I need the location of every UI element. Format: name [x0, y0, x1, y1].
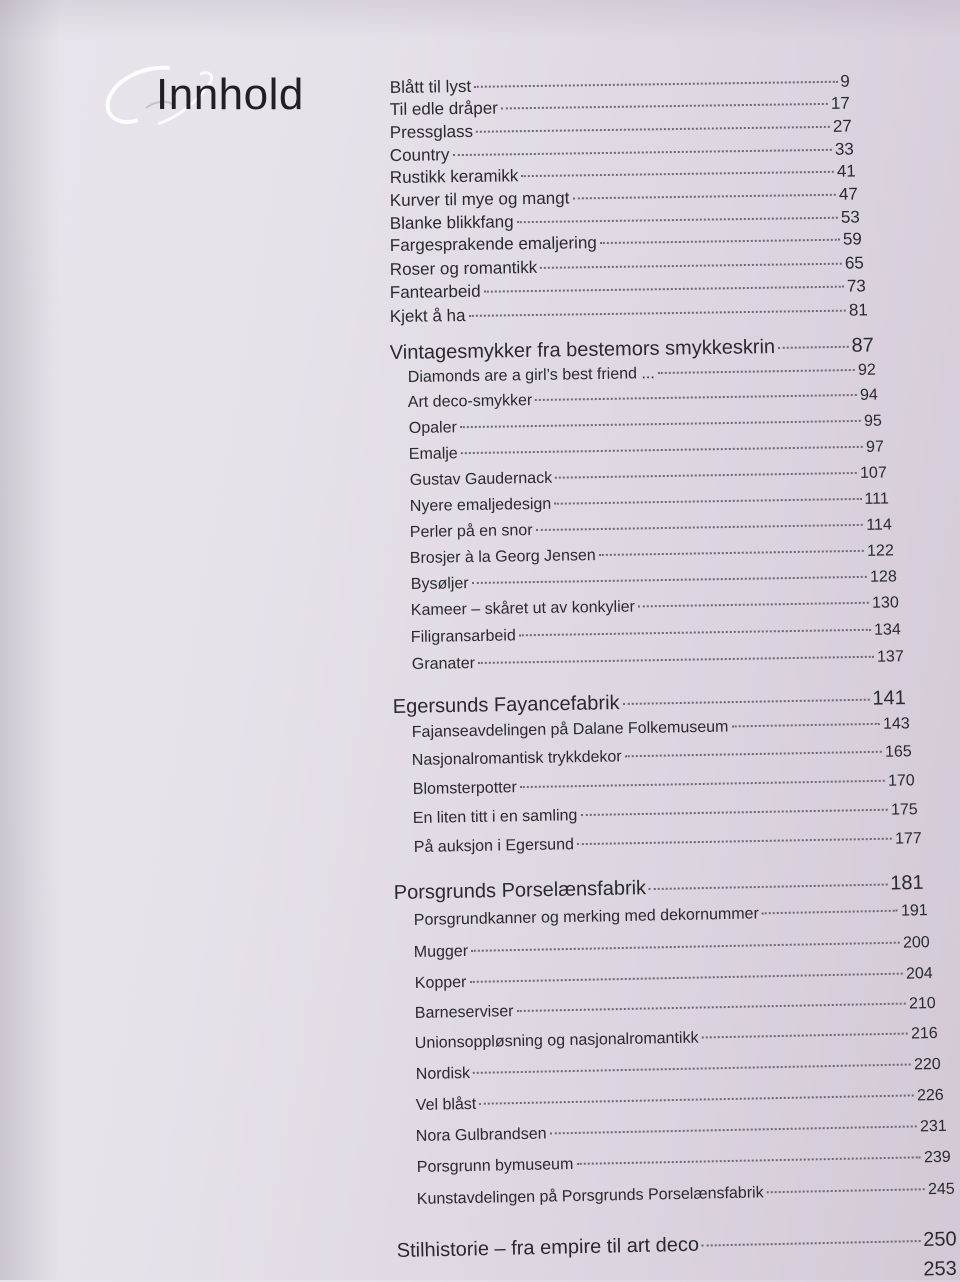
toc-entry-title: Kurver til mye og mangt — [389, 188, 570, 211]
toc-entry — [413, 801, 918, 828]
toc-leader-dots — [469, 972, 903, 983]
toc-entry-title: Unionsoppløsning og nasjonalromantikk — [414, 1029, 699, 1053]
toc-entry-page: 191 — [900, 902, 928, 920]
toc-entry-page: 95 — [863, 412, 882, 430]
toc-entry — [408, 387, 878, 412]
toc-leader-dots — [461, 445, 863, 454]
toc-entry-title: På auksjon i Egersund — [413, 836, 575, 857]
toc-section-entry — [397, 1228, 957, 1263]
toc-leader-dots — [520, 779, 885, 788]
toc-entry-title: Blått til lyst — [389, 76, 472, 98]
toc-entry — [415, 995, 936, 1023]
toc-entry-page: 181 — [890, 871, 924, 895]
toc-leader-dots — [471, 941, 900, 952]
toc-entry — [409, 439, 884, 464]
toc-entry-page: 87 — [851, 334, 874, 357]
toc-entry-page: 170 — [887, 772, 915, 790]
toc-entry-page: 92 — [857, 361, 876, 379]
toc-leader-dots — [767, 1187, 925, 1193]
toc-entry-title: Emalje — [408, 445, 458, 464]
toc-leader-dots — [540, 262, 842, 269]
toc-entry — [416, 1118, 947, 1146]
toc-entry-page: 114 — [866, 516, 892, 534]
toc-section-entry — [390, 334, 874, 365]
toc-entry-page: 94 — [859, 386, 878, 404]
toc-entry — [409, 413, 882, 438]
toc-entry-page: 177 — [894, 830, 922, 848]
toc-entry-page: 165 — [884, 743, 912, 761]
toc-entry-title: Kopper — [414, 974, 467, 993]
toc-entry-title: Country — [389, 145, 450, 166]
toc-entry-title: Porsgrunds Porselænsfabrik — [393, 877, 647, 905]
toc-entry-page: 200 — [902, 934, 930, 952]
toc-entry — [412, 715, 910, 742]
toc-entry-page: 81 — [848, 300, 868, 320]
toc-entry — [410, 465, 887, 490]
toc-entry — [415, 1025, 938, 1053]
toc-entry-title: Vel blåst — [415, 1095, 477, 1115]
toc-entry — [410, 490, 889, 516]
toc-leader-dots — [576, 1155, 921, 1165]
toc-leader-dots — [517, 216, 838, 223]
toc-leader-dots — [535, 393, 857, 401]
toc-entry-title: Filigransarbeid — [410, 627, 516, 647]
toc-entry — [414, 902, 928, 930]
toc-entry-title: Opaler — [408, 419, 458, 438]
toc-entry — [410, 542, 894, 568]
toc-section-entry — [393, 687, 906, 719]
toc-leader-dots — [658, 368, 855, 374]
toc-entry — [411, 594, 899, 620]
toc-entry — [417, 1149, 951, 1177]
toc-entry-page: 53 — [840, 207, 860, 227]
toc-leader-dots — [572, 193, 836, 200]
toc-entry — [390, 229, 862, 256]
toc-leader-dots — [625, 750, 882, 757]
toc-leader-dots — [452, 148, 832, 156]
toc-entry-page: 111 — [864, 490, 889, 508]
toc-entry-page: 210 — [908, 995, 936, 1013]
toc-entry-page: 175 — [890, 801, 918, 819]
toc-entry-page: 226 — [916, 1086, 944, 1105]
toc-entry-title: Nordisk — [415, 1064, 471, 1084]
toc-entry-page: 204 — [905, 965, 933, 983]
toc-entry-title: Granater — [411, 655, 476, 674]
toc-entry-title: Fantearbeid — [389, 281, 481, 303]
toc-leader-dots — [473, 1062, 911, 1073]
toc-entry-title: Roser og romantikk — [389, 257, 538, 280]
toc-leader-dots — [731, 722, 880, 728]
toc-entry — [415, 965, 933, 993]
toc-leader-dots — [516, 1002, 906, 1012]
toc-leader-dots — [623, 698, 870, 705]
toc-entry-page: 41 — [836, 161, 856, 181]
toc-leader-dots — [478, 655, 874, 664]
toc-leader-dots — [479, 1093, 914, 1104]
toc-entry-page: 216 — [910, 1024, 938, 1043]
toc-entry-title: Vintagesmykker fra bestemors smykkeskrin — [389, 335, 776, 365]
toc-entry — [390, 184, 858, 211]
toc-entry-page: 253 — [923, 1257, 957, 1281]
toc-entry — [413, 772, 915, 799]
toc-entry-title: Nora Gulbrandsen — [415, 1125, 547, 1146]
toc-leader-dots — [460, 419, 861, 428]
toc-entry — [414, 934, 930, 962]
toc-leader-dots — [474, 80, 837, 88]
toc-leader-dots — [778, 345, 848, 349]
toc-entry — [416, 1056, 941, 1084]
toc-leader-dots — [484, 285, 844, 293]
toc-entry — [412, 648, 904, 674]
toc-entry-title: Diamonds are a girl’s best friend ... — [407, 365, 655, 387]
toc-leader-dots — [762, 909, 898, 915]
toc-entry-title: Art deco-smykker — [407, 392, 533, 412]
toc-leader-dots — [468, 309, 845, 317]
toc-entry-page: 107 — [859, 464, 887, 482]
toc-entry-page: 137 — [876, 648, 904, 666]
toc-entry — [390, 94, 850, 120]
toc-entry-title: Kameer – skåret ut av konkylier — [410, 598, 636, 620]
toc-entry-title: Mugger — [413, 942, 469, 962]
toc-entry-title: Stilhistorie – fra empire til art deco — [396, 1233, 700, 1263]
toc-entry — [390, 276, 866, 303]
toc-entry-page: 27 — [832, 116, 852, 136]
toc-entry — [414, 830, 922, 857]
toc-entry-title: Brosjer à la Georg Jensen — [409, 547, 596, 568]
toc-leader-dots — [577, 837, 892, 846]
toc-leader-dots — [501, 102, 828, 110]
toc-entry-page: 9 — [840, 71, 850, 91]
toc-entry — [411, 621, 901, 647]
toc-entry-title: Porsgrundkanner og merking med dekornummer — [413, 905, 759, 930]
toc-entry-title: Porsgrunn bymuseum — [416, 1155, 574, 1177]
toc-leader-dots — [521, 170, 834, 177]
toc-entry-title: Perler på en snor — [409, 522, 533, 542]
toc-entry-title: Egersunds Fayancefabrik — [392, 692, 620, 719]
toc-entry — [416, 1087, 944, 1115]
toc-entry-title: En liten titt i en samling — [412, 807, 578, 828]
toc-entry-title: Nyere emaljedesign — [409, 495, 552, 516]
toc-section-entry — [897, 1258, 957, 1282]
toc-entry-page: 250 — [923, 1228, 957, 1251]
toc-leader-dots — [554, 497, 861, 505]
toc-entry-page: 17 — [830, 93, 850, 113]
toc-leader-dots — [638, 601, 869, 608]
toc-entry-title: Rustikk keramikk — [389, 166, 519, 188]
toc-leader-dots — [649, 883, 887, 891]
toc-entry — [390, 161, 856, 188]
toc-entry-page: 220 — [913, 1055, 941, 1074]
toc-entry-page: 130 — [871, 594, 899, 612]
toc-entry-page: 245 — [927, 1180, 955, 1199]
toc-entry-page: 33 — [834, 139, 854, 159]
toc-entry-page: 141 — [872, 687, 906, 710]
toc-entry-page: 143 — [882, 715, 910, 733]
toc-entry-title: Blanke blikkfang — [389, 212, 514, 234]
toc-entry-page: 122 — [866, 542, 894, 560]
toc-entry-title: Bysøljer — [410, 575, 469, 594]
toc-entry-title: Blomsterpotter — [412, 779, 518, 799]
toc-entry-page: 73 — [846, 276, 866, 296]
toc-leader-dots — [472, 575, 868, 584]
toc-entry-page: 134 — [873, 621, 901, 639]
toc-entry-page: 128 — [869, 568, 897, 586]
page-title: Innhold — [156, 70, 304, 119]
toc-entry — [412, 743, 912, 770]
toc-entry-title: Gustav Gaudernack — [409, 469, 553, 490]
toc-entry-title: Nasjonalromantisk trykkdekor — [411, 748, 622, 770]
toc-leader-dots — [536, 523, 864, 531]
toc-entry-title: Pressglass — [389, 121, 474, 143]
toc-entry-title: Til edle dråper — [389, 98, 499, 120]
toc-section-entry — [394, 872, 924, 905]
toc-entry — [408, 362, 876, 387]
toc-entry-title: Kunstavdelingen på Porsgrunds Porselænsfabrik — [416, 1184, 764, 1209]
toc-leader-dots — [702, 1239, 920, 1247]
toc-entry — [390, 253, 864, 280]
toc-entry-title: Kjekt å ha — [389, 305, 466, 327]
toc-leader-dots — [580, 808, 888, 816]
toc-entry-page: 97 — [865, 438, 884, 456]
toc-entry — [390, 300, 868, 327]
toc-leader-dots — [476, 125, 830, 133]
toc-leader-dots — [600, 238, 840, 244]
toc-entry-page: 231 — [919, 1117, 947, 1136]
toc-leader-dots — [549, 1124, 917, 1134]
toc-entry-page: 65 — [844, 253, 864, 273]
toc-entry-page: 59 — [842, 229, 862, 249]
toc-entry — [411, 568, 897, 594]
toc-leader-dots — [599, 549, 864, 556]
toc-entry — [417, 1181, 955, 1209]
toc-entry-title: Barneserviser — [414, 1003, 514, 1023]
toc-entry-title: Fargesprakende emaljering — [389, 233, 597, 256]
toc-entry-title: Fajanseavdelingen på Dalane Folkemuseum — [411, 718, 729, 742]
toc-entry-page: 47 — [838, 184, 858, 204]
toc-entry — [390, 117, 852, 143]
toc-entry — [410, 516, 892, 542]
toc-leader-dots — [701, 1032, 908, 1039]
toc-leader-dots — [519, 628, 871, 637]
toc-entry-page: 239 — [923, 1148, 951, 1167]
toc-leader-dots — [555, 471, 857, 479]
